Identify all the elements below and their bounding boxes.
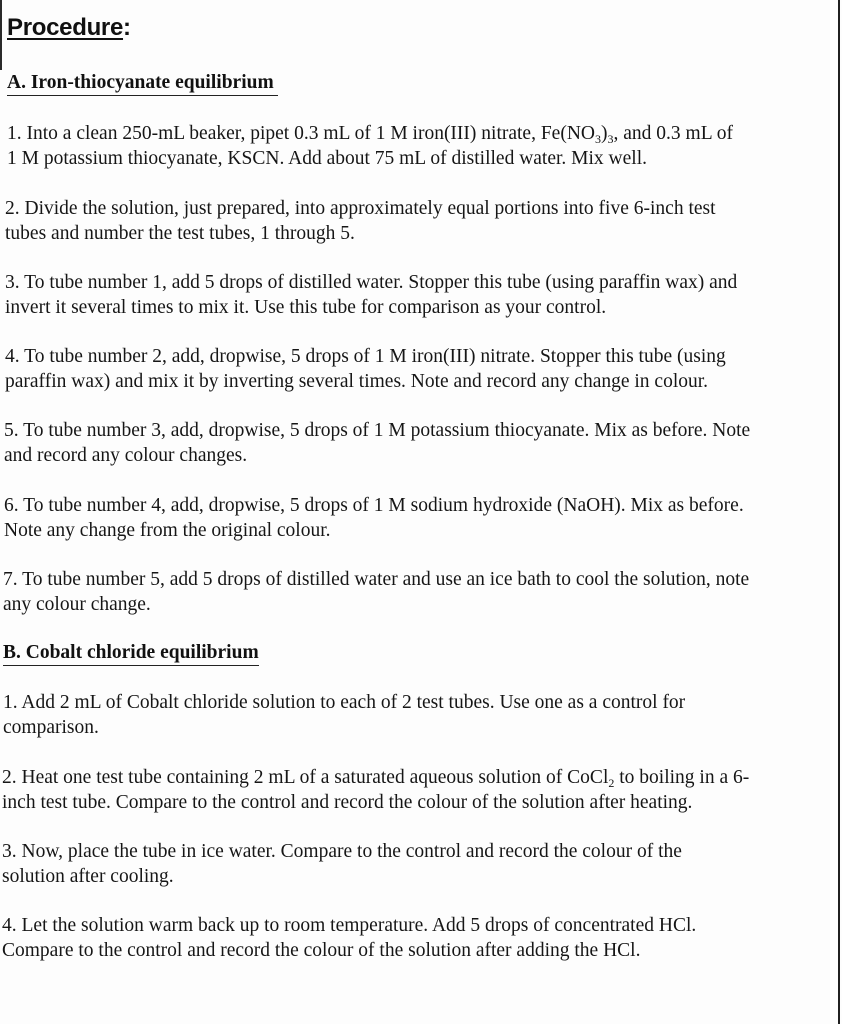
section-a-step-4 — [5, 345, 726, 394]
section-b-step-4 — [2, 914, 696, 963]
step-line: 3. To tube number 1, add 5 drops of distilled water. Stopper this tube (using paraffin wax) and — [5, 272, 738, 293]
step-line: and record any colour changes. — [4, 444, 248, 466]
step-line: 2. Divide the solution, just prepared, into approximately equal portions into five 6-inch test — [5, 198, 716, 219]
step-line: 3. Now, place the tube in ice water. Compare to the control and record the colour of the — [2, 841, 682, 862]
step-line: 4. Let the solution warm back up to room temperature. Add 5 drops of concentrated HCl. — [2, 915, 697, 936]
section-b-step-3 — [2, 840, 682, 889]
step-line: Note any change from the original colour. — [4, 519, 331, 541]
section-a-step-7 — [3, 568, 749, 617]
step-line: 5. To tube number 3, add, dropwise, 5 drops of 1 M potassium thiocyanate. Mix as before. Note — [4, 420, 751, 441]
step-line: tubes and number the test tubes, 1 through 5. — [5, 222, 355, 244]
section-a-heading: A. Iron-thiocyanate equilibrium — [7, 72, 278, 96]
section-a-step-3 — [5, 271, 737, 320]
step-line: 1 M potassium thiocyanate, KSCN. Add about 75 mL of distilled water. Mix well. — [7, 147, 648, 169]
left-border-line — [0, 0, 2, 70]
title-text: Procedure — [7, 14, 124, 41]
section-b-heading: B. Cobalt chloride equilibrium — [3, 642, 259, 666]
section-a-step-2 — [5, 197, 716, 246]
section-b-step-1 — [3, 691, 685, 740]
step-line: solution after cooling. — [2, 865, 174, 887]
step-line: 4. To tube number 2, add, dropwise, 5 drops of 1 M iron(III) nitrate. Stopper this tube (using — [5, 346, 726, 367]
step-line: paraffin wax) and mix it by inverting several times. Note and record any change in colour. — [5, 370, 709, 392]
step-line: any colour change. — [3, 593, 151, 615]
section-a-step-1 — [7, 122, 733, 171]
step-line: 2. Heat one test tube containing 2 mL of a saturated aqueous solution of CoCl$_2$ to boiling in a 6- — [2, 767, 750, 790]
section-b-step-2 — [2, 766, 749, 815]
step-line: 1. Add 2 mL of Cobalt chloride solution to each of 2 test tubes. Use one as a control for — [3, 692, 686, 713]
step-line: comparison. — [3, 716, 99, 738]
right-border-line — [838, 0, 840, 1024]
page-title — [7, 14, 131, 42]
step-line: invert it several times to mix it. Use this tube for comparison as your control. — [5, 296, 607, 318]
step-line: 1. Into a clean 250-mL beaker, pipet 0.3 mL of 1 M iron(III) nitrate, $Fe(NO_3)_3$, and 0.3 mL of — [7, 123, 734, 146]
section-a-step-6 — [4, 494, 744, 543]
step-line: inch test tube. Compare to the control and record the colour of the solution after heating. — [2, 791, 693, 813]
step-line: Compare to the control and record the colour of the solution after adding the HCl. — [2, 939, 641, 961]
section-a-step-5 — [4, 419, 750, 468]
step-line: 6. To tube number 4, add, dropwise, 5 drops of 1 M sodium hydroxide (NaOH). Mix as before. — [4, 495, 744, 516]
title-colon: : — [123, 14, 131, 41]
step-line: 7. To tube number 5, add 5 drops of distilled water and use an ice bath to cool the solution, note — [3, 569, 750, 590]
